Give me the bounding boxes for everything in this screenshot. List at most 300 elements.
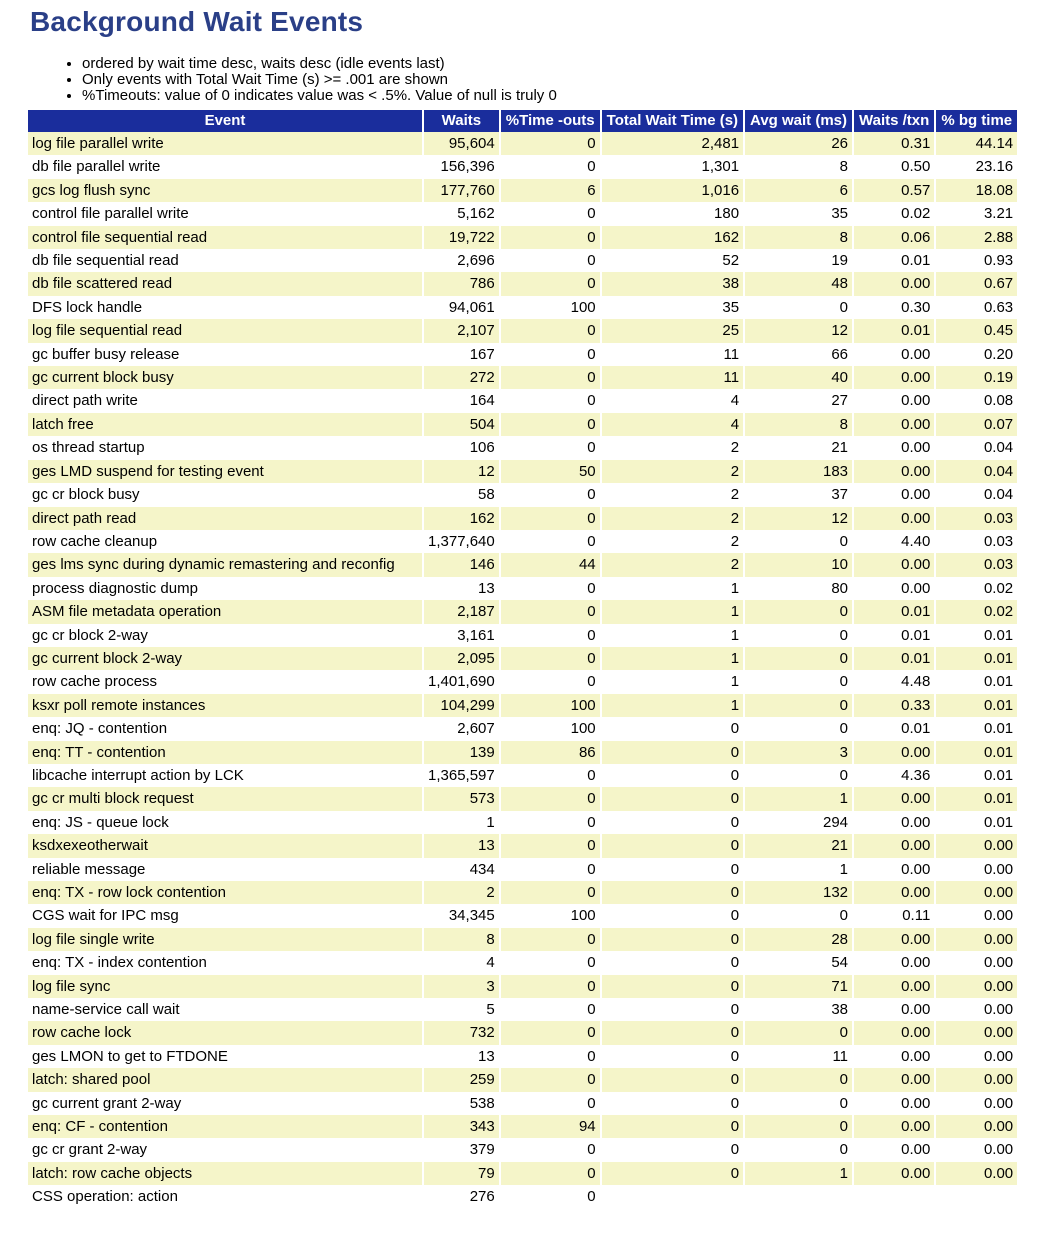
cell-pct-bg-time: 0.00 — [936, 1138, 1017, 1161]
cell-total-wait-time: 0 — [602, 975, 743, 998]
cell-waits: 12 — [424, 460, 499, 483]
cell-waits: 156,396 — [424, 155, 499, 178]
cell-waits-per-txn: 0.01 — [854, 717, 934, 740]
cell-waits-per-txn: 0.00 — [854, 1068, 934, 1091]
cell-total-wait-time: 1 — [602, 624, 743, 647]
cell-pct-bg-time: 0.08 — [936, 389, 1017, 412]
cell-waits: 259 — [424, 1068, 499, 1091]
table-row — [28, 155, 1017, 178]
cell-waits: 19,722 — [424, 226, 499, 249]
cell-waits-per-txn: 0.00 — [854, 741, 934, 764]
cell-event-name: log file sync — [28, 975, 422, 998]
cell-pct-bg-time: 0.00 — [936, 998, 1017, 1021]
cell-timeouts: 0 — [501, 226, 600, 249]
cell-waits-per-txn: 0.00 — [854, 951, 934, 974]
table-row — [28, 436, 1017, 459]
cell-avg-wait: 0 — [745, 1021, 852, 1044]
cell-waits: 139 — [424, 741, 499, 764]
table-row — [28, 998, 1017, 1021]
cell-event-name: gc cr multi block request — [28, 787, 422, 810]
table-row — [28, 483, 1017, 506]
cell-event-name: ksxr poll remote instances — [28, 694, 422, 717]
cell-pct-bg-time: 0.00 — [936, 928, 1017, 951]
cell-waits-per-txn: 0.01 — [854, 249, 934, 272]
cell-timeouts: 0 — [501, 881, 600, 904]
cell-waits: 732 — [424, 1021, 499, 1044]
wait-events-table — [26, 110, 1019, 1209]
cell-waits-per-txn: 0.33 — [854, 694, 934, 717]
cell-avg-wait: 35 — [745, 202, 852, 225]
cell-avg-wait: 26 — [745, 132, 852, 155]
table-row — [28, 179, 1017, 202]
cell-waits: 2,107 — [424, 319, 499, 342]
table-row — [28, 296, 1017, 319]
cell-avg-wait: 21 — [745, 834, 852, 857]
cell-timeouts: 50 — [501, 460, 600, 483]
cell-waits: 95,604 — [424, 132, 499, 155]
cell-timeouts: 0 — [501, 272, 600, 295]
cell-pct-bg-time: 0.01 — [936, 624, 1017, 647]
cell-total-wait-time: 0 — [602, 1068, 743, 1091]
cell-timeouts: 0 — [501, 577, 600, 600]
cell-avg-wait: 0 — [745, 904, 852, 927]
cell-avg-wait: 8 — [745, 226, 852, 249]
cell-waits: 177,760 — [424, 179, 499, 202]
cell-pct-bg-time: 0.02 — [936, 577, 1017, 600]
table-row — [28, 647, 1017, 670]
cell-pct-bg-time — [936, 1185, 1017, 1208]
cell-total-wait-time: 25 — [602, 319, 743, 342]
cell-avg-wait: 0 — [745, 1115, 852, 1138]
cell-timeouts: 0 — [501, 928, 600, 951]
table-row — [28, 741, 1017, 764]
cell-timeouts: 0 — [501, 483, 600, 506]
cell-timeouts: 0 — [501, 413, 600, 436]
notes-list — [30, 56, 1058, 104]
cell-timeouts: 0 — [501, 1092, 600, 1115]
cell-pct-bg-time: 3.21 — [936, 202, 1017, 225]
cell-avg-wait: 3 — [745, 741, 852, 764]
cell-total-wait-time: 1 — [602, 694, 743, 717]
cell-total-wait-time: 0 — [602, 928, 743, 951]
cell-waits-per-txn: 0.00 — [854, 1045, 934, 1068]
cell-timeouts: 0 — [501, 951, 600, 974]
cell-avg-wait: 12 — [745, 507, 852, 530]
cell-event-name: row cache lock — [28, 1021, 422, 1044]
cell-waits-per-txn: 0.06 — [854, 226, 934, 249]
cell-waits-per-txn: 0.00 — [854, 858, 934, 881]
cell-total-wait-time: 162 — [602, 226, 743, 249]
table-row — [28, 951, 1017, 974]
cell-timeouts: 6 — [501, 179, 600, 202]
cell-event-name: ksdxexeotherwait — [28, 834, 422, 857]
cell-waits-per-txn: 0.11 — [854, 904, 934, 927]
cell-waits: 106 — [424, 436, 499, 459]
cell-avg-wait: 11 — [745, 1045, 852, 1068]
cell-total-wait-time: 1,301 — [602, 155, 743, 178]
table-row — [28, 553, 1017, 576]
cell-pct-bg-time: 0.01 — [936, 670, 1017, 693]
cell-waits-per-txn: 0.31 — [854, 132, 934, 155]
table-row — [28, 717, 1017, 740]
cell-event-name: process diagnostic dump — [28, 577, 422, 600]
cell-total-wait-time: 1 — [602, 577, 743, 600]
cell-waits-per-txn: 0.00 — [854, 272, 934, 295]
cell-waits: 343 — [424, 1115, 499, 1138]
cell-event-name: gc cr block 2-way — [28, 624, 422, 647]
cell-avg-wait: 0 — [745, 530, 852, 553]
cell-event-name: ges lms sync during dynamic remastering and reconfig — [28, 553, 422, 576]
table-row — [28, 249, 1017, 272]
table-row — [28, 904, 1017, 927]
cell-timeouts: 0 — [501, 530, 600, 553]
col-pct-bg-time: % bg time — [936, 110, 1017, 132]
cell-total-wait-time: 2 — [602, 460, 743, 483]
cell-avg-wait: 8 — [745, 155, 852, 178]
cell-event-name: os thread startup — [28, 436, 422, 459]
table-row — [28, 787, 1017, 810]
cell-event-name: CGS wait for IPC msg — [28, 904, 422, 927]
cell-total-wait-time: 11 — [602, 343, 743, 366]
cell-waits-per-txn: 0.57 — [854, 179, 934, 202]
cell-waits: 1,401,690 — [424, 670, 499, 693]
cell-pct-bg-time: 0.01 — [936, 694, 1017, 717]
table-row — [28, 858, 1017, 881]
cell-pct-bg-time: 0.03 — [936, 530, 1017, 553]
cell-event-name: db file parallel write — [28, 155, 422, 178]
cell-pct-bg-time: 0.45 — [936, 319, 1017, 342]
cell-waits-per-txn: 0.00 — [854, 834, 934, 857]
cell-waits: 167 — [424, 343, 499, 366]
cell-timeouts: 0 — [501, 624, 600, 647]
cell-avg-wait: 0 — [745, 624, 852, 647]
cell-total-wait-time: 0 — [602, 811, 743, 834]
cell-total-wait-time: 2 — [602, 507, 743, 530]
cell-waits-per-txn — [854, 1185, 934, 1208]
cell-waits-per-txn: 0.02 — [854, 202, 934, 225]
cell-timeouts: 44 — [501, 553, 600, 576]
cell-timeouts: 0 — [501, 1162, 600, 1185]
cell-pct-bg-time: 23.16 — [936, 155, 1017, 178]
cell-waits-per-txn: 0.00 — [854, 343, 934, 366]
cell-avg-wait: 0 — [745, 647, 852, 670]
cell-total-wait-time: 0 — [602, 858, 743, 881]
cell-event-name: log file sequential read — [28, 319, 422, 342]
cell-timeouts: 100 — [501, 694, 600, 717]
cell-pct-bg-time: 0.00 — [936, 1092, 1017, 1115]
col-event: Event — [28, 110, 422, 132]
cell-waits: 8 — [424, 928, 499, 951]
cell-total-wait-time: 1 — [602, 647, 743, 670]
cell-event-name: ges LMD suspend for testing event — [28, 460, 422, 483]
cell-event-name: direct path write — [28, 389, 422, 412]
cell-event-name: enq: JQ - contention — [28, 717, 422, 740]
cell-pct-bg-time: 0.03 — [936, 507, 1017, 530]
cell-pct-bg-time: 0.00 — [936, 858, 1017, 881]
cell-avg-wait: 0 — [745, 764, 852, 787]
cell-waits: 1,365,597 — [424, 764, 499, 787]
cell-timeouts: 0 — [501, 600, 600, 623]
cell-event-name: latch free — [28, 413, 422, 436]
cell-pct-bg-time: 0.04 — [936, 483, 1017, 506]
cell-waits: 5 — [424, 998, 499, 1021]
cell-waits: 2 — [424, 881, 499, 904]
cell-avg-wait: 71 — [745, 975, 852, 998]
table-row — [28, 1138, 1017, 1161]
cell-waits: 13 — [424, 1045, 499, 1068]
cell-waits: 1 — [424, 811, 499, 834]
cell-waits: 5,162 — [424, 202, 499, 225]
cell-event-name: gc cr grant 2-way — [28, 1138, 422, 1161]
cell-total-wait-time: 0 — [602, 834, 743, 857]
cell-avg-wait: 132 — [745, 881, 852, 904]
table-row — [28, 413, 1017, 436]
cell-waits: 573 — [424, 787, 499, 810]
cell-waits: 434 — [424, 858, 499, 881]
cell-total-wait-time: 0 — [602, 998, 743, 1021]
table-row — [28, 600, 1017, 623]
cell-pct-bg-time: 0.63 — [936, 296, 1017, 319]
cell-total-wait-time: 35 — [602, 296, 743, 319]
cell-timeouts: 100 — [501, 296, 600, 319]
table-row — [28, 1021, 1017, 1044]
cell-waits: 2,095 — [424, 647, 499, 670]
col-timeouts: %Time -outs — [501, 110, 600, 132]
cell-event-name: enq: TX - index contention — [28, 951, 422, 974]
cell-event-name: control file sequential read — [28, 226, 422, 249]
cell-timeouts: 0 — [501, 647, 600, 670]
cell-timeouts: 0 — [501, 436, 600, 459]
cell-waits-per-txn: 0.00 — [854, 1092, 934, 1115]
cell-timeouts: 0 — [501, 975, 600, 998]
cell-avg-wait: 10 — [745, 553, 852, 576]
cell-waits: 3 — [424, 975, 499, 998]
cell-avg-wait: 19 — [745, 249, 852, 272]
cell-total-wait-time: 4 — [602, 413, 743, 436]
cell-event-name: enq: TX - row lock contention — [28, 881, 422, 904]
cell-waits-per-txn: 0.01 — [854, 319, 934, 342]
cell-total-wait-time: 4 — [602, 389, 743, 412]
table-row — [28, 834, 1017, 857]
cell-waits: 272 — [424, 366, 499, 389]
cell-timeouts: 0 — [501, 343, 600, 366]
table-row — [28, 764, 1017, 787]
cell-waits-per-txn: 0.00 — [854, 1115, 934, 1138]
cell-pct-bg-time: 0.02 — [936, 600, 1017, 623]
cell-waits-per-txn: 0.00 — [854, 1138, 934, 1161]
cell-waits: 94,061 — [424, 296, 499, 319]
cell-waits-per-txn: 0.00 — [854, 436, 934, 459]
cell-event-name: control file parallel write — [28, 202, 422, 225]
cell-timeouts: 0 — [501, 834, 600, 857]
cell-total-wait-time: 52 — [602, 249, 743, 272]
cell-pct-bg-time: 0.01 — [936, 787, 1017, 810]
cell-avg-wait: 48 — [745, 272, 852, 295]
cell-total-wait-time: 0 — [602, 1045, 743, 1068]
cell-event-name: row cache process — [28, 670, 422, 693]
section-title: Background Wait Events — [30, 6, 364, 37]
cell-pct-bg-time: 0.93 — [936, 249, 1017, 272]
cell-event-name: log file single write — [28, 928, 422, 951]
cell-pct-bg-time: 0.00 — [936, 1045, 1017, 1068]
cell-timeouts: 0 — [501, 507, 600, 530]
cell-total-wait-time: 2 — [602, 483, 743, 506]
cell-avg-wait: 1 — [745, 1162, 852, 1185]
cell-timeouts: 0 — [501, 764, 600, 787]
cell-waits: 164 — [424, 389, 499, 412]
cell-total-wait-time: 38 — [602, 272, 743, 295]
cell-pct-bg-time: 0.00 — [936, 904, 1017, 927]
note-item: • Only events with Total Wait Time (s) >= .001 are shown — [82, 72, 1058, 88]
cell-waits: 4 — [424, 951, 499, 974]
cell-avg-wait: 54 — [745, 951, 852, 974]
cell-avg-wait: 0 — [745, 717, 852, 740]
cell-avg-wait: 27 — [745, 389, 852, 412]
cell-pct-bg-time: 0.19 — [936, 366, 1017, 389]
cell-event-name: row cache cleanup — [28, 530, 422, 553]
cell-waits-per-txn: 0.00 — [854, 928, 934, 951]
col-total-wait-time: Total Wait Time (s) — [602, 110, 743, 132]
cell-timeouts: 0 — [501, 787, 600, 810]
cell-avg-wait: 0 — [745, 1138, 852, 1161]
cell-timeouts: 0 — [501, 1045, 600, 1068]
cell-total-wait-time: 0 — [602, 951, 743, 974]
table-row — [28, 530, 1017, 553]
cell-total-wait-time: 180 — [602, 202, 743, 225]
col-avg-wait: Avg wait (ms) — [745, 110, 852, 132]
cell-timeouts: 86 — [501, 741, 600, 764]
cell-avg-wait: 1 — [745, 787, 852, 810]
table-row — [28, 975, 1017, 998]
cell-total-wait-time: 0 — [602, 904, 743, 927]
cell-avg-wait: 6 — [745, 179, 852, 202]
table-row — [28, 132, 1017, 155]
table-row — [28, 624, 1017, 647]
cell-waits-per-txn: 0.00 — [854, 389, 934, 412]
cell-event-name: gc current grant 2-way — [28, 1092, 422, 1115]
cell-waits-per-txn: 0.00 — [854, 787, 934, 810]
cell-avg-wait: 12 — [745, 319, 852, 342]
cell-total-wait-time: 0 — [602, 787, 743, 810]
cell-avg-wait — [745, 1185, 852, 1208]
cell-pct-bg-time: 0.04 — [936, 436, 1017, 459]
cell-pct-bg-time: 0.00 — [936, 1115, 1017, 1138]
cell-event-name: gc current block busy — [28, 366, 422, 389]
cell-waits-per-txn: 0.00 — [854, 998, 934, 1021]
cell-waits-per-txn: 0.50 — [854, 155, 934, 178]
cell-waits-per-txn: 0.01 — [854, 647, 934, 670]
cell-waits: 2,187 — [424, 600, 499, 623]
cell-pct-bg-time: 0.03 — [936, 553, 1017, 576]
cell-total-wait-time: 0 — [602, 881, 743, 904]
cell-total-wait-time: 0 — [602, 1021, 743, 1044]
cell-waits: 162 — [424, 507, 499, 530]
table-row — [28, 272, 1017, 295]
cell-event-name: libcache interrupt action by LCK — [28, 764, 422, 787]
cell-pct-bg-time: 0.00 — [936, 881, 1017, 904]
col-waits: Waits — [424, 110, 499, 132]
table-row — [28, 694, 1017, 717]
cell-waits: 1,377,640 — [424, 530, 499, 553]
cell-pct-bg-time: 44.14 — [936, 132, 1017, 155]
cell-event-name: db file scattered read — [28, 272, 422, 295]
cell-timeouts: 0 — [501, 1021, 600, 1044]
table-row — [28, 460, 1017, 483]
cell-total-wait-time: 0 — [602, 717, 743, 740]
cell-pct-bg-time: 0.00 — [936, 951, 1017, 974]
cell-waits-per-txn: 4.40 — [854, 530, 934, 553]
cell-event-name: latch: row cache objects — [28, 1162, 422, 1185]
cell-waits: 379 — [424, 1138, 499, 1161]
cell-event-name: db file sequential read — [28, 249, 422, 272]
cell-waits: 276 — [424, 1185, 499, 1208]
cell-avg-wait: 0 — [745, 1092, 852, 1115]
cell-total-wait-time: 0 — [602, 1115, 743, 1138]
cell-waits: 504 — [424, 413, 499, 436]
cell-timeouts: 0 — [501, 858, 600, 881]
table-row — [28, 507, 1017, 530]
cell-waits-per-txn: 0.00 — [854, 881, 934, 904]
cell-timeouts: 0 — [501, 249, 600, 272]
cell-avg-wait: 28 — [745, 928, 852, 951]
table-row — [28, 881, 1017, 904]
cell-waits-per-txn: 0.00 — [854, 577, 934, 600]
cell-waits: 13 — [424, 834, 499, 857]
cell-event-name: gc current block 2-way — [28, 647, 422, 670]
cell-avg-wait: 0 — [745, 296, 852, 319]
cell-timeouts: 100 — [501, 717, 600, 740]
cell-avg-wait: 66 — [745, 343, 852, 366]
table-row — [28, 1185, 1017, 1208]
cell-waits-per-txn: 4.36 — [854, 764, 934, 787]
cell-waits-per-txn: 0.01 — [854, 624, 934, 647]
cell-total-wait-time — [602, 1185, 743, 1208]
table-header-row — [28, 110, 1017, 132]
cell-waits: 13 — [424, 577, 499, 600]
cell-waits-per-txn: 0.00 — [854, 413, 934, 436]
cell-total-wait-time: 0 — [602, 1092, 743, 1115]
cell-waits-per-txn: 4.48 — [854, 670, 934, 693]
cell-timeouts: 0 — [501, 132, 600, 155]
cell-total-wait-time: 1 — [602, 670, 743, 693]
cell-waits-per-txn: 0.00 — [854, 507, 934, 530]
cell-total-wait-time: 0 — [602, 1162, 743, 1185]
cell-waits: 3,161 — [424, 624, 499, 647]
cell-pct-bg-time: 2.88 — [936, 226, 1017, 249]
cell-total-wait-time: 0 — [602, 764, 743, 787]
cell-event-name: CSS operation: action — [28, 1185, 422, 1208]
cell-total-wait-time: 0 — [602, 741, 743, 764]
cell-pct-bg-time: 0.00 — [936, 1068, 1017, 1091]
cell-waits-per-txn: 0.00 — [854, 811, 934, 834]
cell-waits-per-txn: 0.00 — [854, 1162, 934, 1185]
cell-total-wait-time: 0 — [602, 1138, 743, 1161]
cell-event-name: latch: shared pool — [28, 1068, 422, 1091]
cell-avg-wait: 183 — [745, 460, 852, 483]
cell-pct-bg-time: 0.00 — [936, 1021, 1017, 1044]
cell-event-name: direct path read — [28, 507, 422, 530]
cell-total-wait-time: 2 — [602, 553, 743, 576]
table-row — [28, 343, 1017, 366]
cell-avg-wait: 21 — [745, 436, 852, 459]
cell-timeouts: 0 — [501, 1138, 600, 1161]
cell-waits: 104,299 — [424, 694, 499, 717]
cell-avg-wait: 80 — [745, 577, 852, 600]
cell-waits: 538 — [424, 1092, 499, 1115]
cell-waits-per-txn: 0.30 — [854, 296, 934, 319]
cell-timeouts: 0 — [501, 202, 600, 225]
cell-pct-bg-time: 0.07 — [936, 413, 1017, 436]
